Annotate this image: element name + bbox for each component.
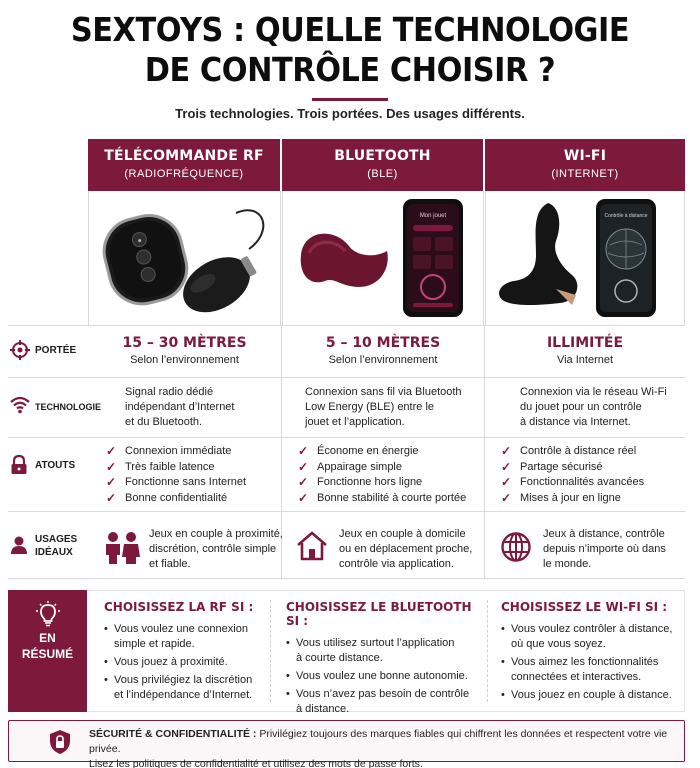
list-item: • Vous voulez une connexion simple et rapide. [104, 622, 266, 652]
product-image-wifi [485, 191, 685, 325]
atouts-list-bluetooth [298, 444, 466, 506]
row-label-usages [8, 533, 88, 561]
svg-text:●: ● [136, 237, 143, 245]
row-label-usages-text [35, 533, 77, 559]
summary-label-line-2: RÉSUMÉ [21, 647, 74, 661]
list-item: ✓ Fonctionne sans Internet [106, 475, 246, 491]
row-label-technologie-text: TECHNOLOGIE [35, 402, 102, 412]
technology-line: indépendant d’Internet [125, 401, 235, 413]
usage-line: le monde. [543, 558, 592, 570]
list-item: • Vous privilégiez la discrétion et l’indépendance d’Internet. [104, 673, 266, 703]
list-item: ✓ Contrôle à distance réel [501, 444, 644, 460]
technology-line: Low Energy (BLE) entre le [305, 401, 435, 413]
list-item: ✓ Partage sécurisé [501, 460, 644, 476]
row-divider-2 [8, 377, 685, 378]
list-item: ✓ Mises à jour en ligne [501, 491, 644, 507]
usage-line: Jeux en couple à proximité, [149, 528, 283, 540]
list-item: • Vous n’avez pas besoin de contrôle à distance. [286, 687, 482, 717]
row-label-usages-line-2: IDÉAUX [35, 547, 73, 558]
lock-icon [10, 455, 28, 475]
wifi-toy-image [499, 203, 577, 305]
list-item: • Vous utilisez surtout l’application à courte distance. [286, 636, 482, 666]
row-label-atouts-text: ATOUTS [35, 460, 76, 471]
summary-label-line-1: EN [39, 631, 56, 645]
range-note-bluetooth: Selon l’environnement [328, 354, 438, 366]
summary-column-rf [104, 600, 266, 706]
column-title-bluetooth: BLUETOOTH [334, 148, 431, 164]
atouts-list-rf [106, 444, 246, 506]
person-icon [10, 535, 28, 555]
technology-line: et du Bluetooth. [125, 416, 203, 428]
row-divider-1 [8, 325, 685, 326]
page-title-line-2: DE CONTRÔLE CHOISIR ? [144, 50, 556, 89]
bluetooth-phone-title: Mon jouet [419, 213, 447, 219]
row-divider-4 [8, 511, 685, 512]
technology-text-wifi [520, 385, 667, 430]
column-title-rf: TÉLÉCOMMANDE RF [104, 148, 264, 164]
summary-heading-bluetooth: CHOISISSEZ LE BLUETOOTH SI : [286, 600, 472, 628]
usage-line: Jeux en couple à domicile [339, 528, 466, 540]
usage-line: ou en déplacement proche, [339, 543, 473, 555]
range-value-wifi: ILLIMITÉE [546, 335, 624, 351]
atouts-list-wifi [501, 444, 644, 506]
row-divider-3 [8, 437, 685, 438]
usage-line: depuis n’importe où dans [543, 543, 666, 555]
range-note-rf: Selon l’environnement [130, 354, 239, 366]
technology-line: Connexion sans fil via Bluetooth [305, 386, 462, 398]
list-item: • Vous aimez les fonctionnalités connectées et interactives. [501, 655, 683, 685]
page-subtitle: Trois technologies. Trois portées. Des usages différents. [175, 106, 525, 121]
security-label: SÉCURITÉ & CONFIDENTIALITÉ : [89, 728, 257, 740]
range-bluetooth [282, 335, 484, 366]
technology-line: Connexion via le réseau Wi-Fi [520, 386, 667, 398]
product-image-bluetooth [282, 191, 484, 325]
globe-icon [500, 531, 532, 563]
shield-lock-icon [49, 729, 71, 755]
bluetooth-couple-toy-image [301, 234, 388, 287]
security-text-line-1: Privilégiez toujours des marques fiables qui chiffrent les données et respectent votre vie privée. [89, 728, 668, 755]
summary-column-wifi [501, 600, 683, 706]
column-subtitle-bluetooth: (BLE) [367, 168, 398, 180]
wifi-phone-image [596, 199, 656, 317]
row-label-technologie [8, 396, 102, 420]
target-icon [10, 340, 30, 360]
range-value-bluetooth: 5 – 10 MÈTRES [325, 335, 441, 351]
list-item: • Vous jouez en couple à distance. [501, 688, 683, 703]
range-value-rf: 15 – 30 MÈTRES [122, 335, 247, 351]
list-item: ✓ Fonctionne hors ligne [298, 475, 466, 491]
list-item: • Vous voulez contrôler à distance, où que vous soyez. [501, 622, 683, 652]
usage-text-bluetooth [339, 527, 472, 572]
column-header-bluetooth [282, 139, 483, 191]
security-note [8, 720, 685, 768]
technology-line: Signal radio dédié [125, 386, 214, 398]
page-title [28, 10, 672, 90]
summary-divider-2 [487, 600, 488, 702]
column-subtitle-rf: (RADIOFRÉQUENCE) [124, 168, 244, 180]
bluetooth-phone-image [403, 199, 463, 317]
row-label-portee-text: PORTÉE [35, 345, 77, 356]
usage-line: discrétion, contrôle simple [149, 543, 277, 555]
row-label-portee [8, 340, 88, 364]
usage-text-rf [149, 527, 283, 572]
summary-heading-rf: CHOISISSEZ LA RF SI : [104, 600, 254, 614]
technology-text-rf [125, 385, 234, 430]
list-item: ✓ Bonne confidentialité [106, 491, 246, 507]
usage-text-wifi [543, 527, 666, 572]
technology-line: du jouet pour un contrôle [520, 401, 642, 413]
title-underline [312, 98, 388, 101]
technology-line: à distance via Internet. [520, 416, 631, 428]
wifi-signal-icon [10, 396, 30, 414]
security-text [89, 727, 679, 768]
list-item: • Vous jouez à proximité. [104, 655, 266, 670]
summary-heading-wifi: CHOISISSEZ LE WI-FI SI : [501, 600, 668, 614]
usage-line: Jeux à distance, contrôle [543, 528, 665, 540]
usage-line: contrôle via application. [339, 558, 454, 570]
range-wifi [485, 335, 685, 366]
list-item: • Vous voulez une bonne autonomie. [286, 669, 482, 684]
list-item: ✓ Très faible latence [106, 460, 246, 476]
usage-line: et fiable. [149, 558, 191, 570]
list-item: ✓ Économe en énergie [298, 444, 466, 460]
row-label-atouts [8, 455, 88, 479]
list-item: ✓ Fonctionnalités avancées [501, 475, 644, 491]
product-image-rf [88, 191, 281, 325]
summary-divider-1 [270, 600, 271, 702]
summary-label [8, 630, 87, 662]
couple-icon [103, 531, 141, 565]
page-title-line-1: SEXTOYS : QUELLE TECHNOLOGIE [70, 10, 630, 49]
technology-line: jouet et l’application. [305, 416, 405, 428]
row-label-usages-line-1: USAGES [35, 534, 78, 545]
column-title-wifi: WI-FI [563, 148, 607, 164]
technology-text-bluetooth [305, 385, 462, 430]
range-note-wifi: Via Internet [556, 354, 614, 366]
lightbulb-icon [36, 601, 60, 627]
range-rf [88, 335, 281, 366]
column-header-rf [88, 139, 280, 191]
list-item: ✓ Bonne stabilité à courte portée [298, 491, 466, 507]
security-text-line-2: Lisez les politiques de confidentialité et utilisez des mots de passe forts. [89, 758, 423, 768]
column-header-wifi [485, 139, 685, 191]
column-subtitle-wifi: (INTERNET) [551, 168, 619, 180]
list-item: ✓ Connexion immédiate [106, 444, 246, 460]
row-divider-5 [8, 578, 685, 579]
home-icon [296, 531, 328, 561]
wifi-phone-title: Contrôle à distance [604, 213, 648, 219]
summary-label-panel [8, 590, 87, 712]
rf-remote-image [97, 209, 193, 311]
list-item: ✓ Appairage simple [298, 460, 466, 476]
summary-column-bluetooth [286, 600, 482, 720]
